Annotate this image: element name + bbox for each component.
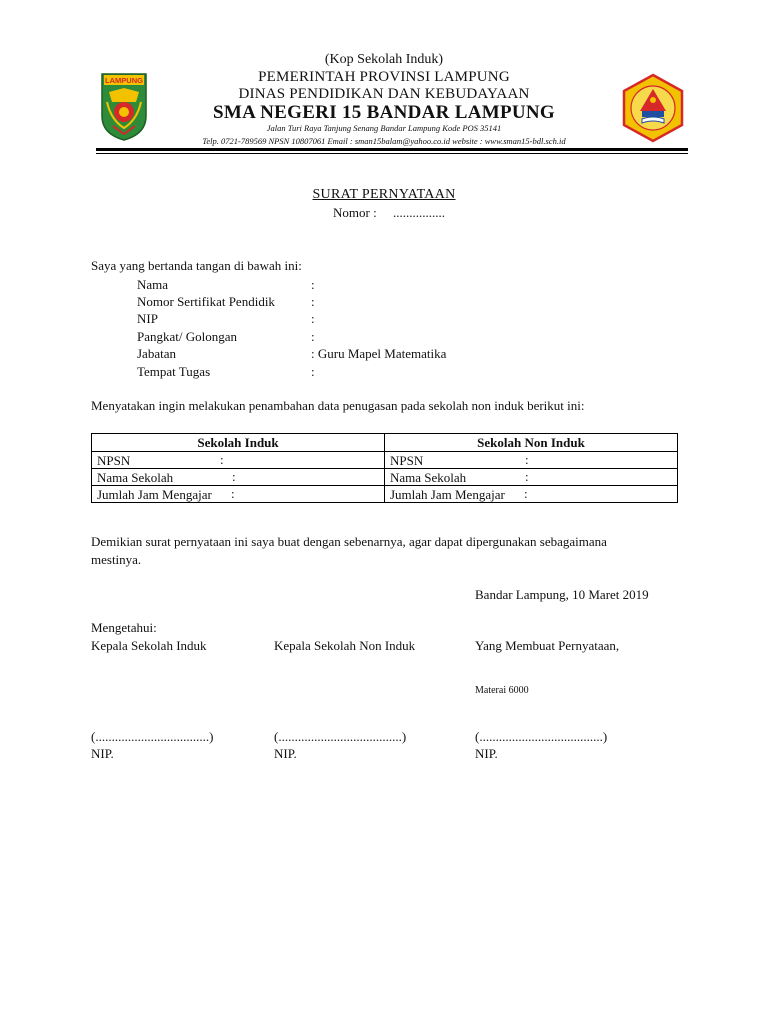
document-number: Nomor : ................ <box>333 205 445 220</box>
letterhead-government: PEMERINTAH PROVINSI LAMPUNG <box>258 69 510 85</box>
row-colon: : <box>525 452 529 467</box>
table-row <box>92 469 678 486</box>
row-colon: : <box>231 486 235 501</box>
svg-text:LAMPUNG: LAMPUNG <box>105 76 143 85</box>
identity-value: : <box>311 294 315 309</box>
table-cell <box>92 469 385 486</box>
row-colon: : <box>232 469 236 484</box>
place-date: Bandar Lampung, 10 Maret 2019 <box>475 587 649 602</box>
row-label: NPSN <box>97 452 131 468</box>
header-sekolah-non-induk: Sekolah Non Induk <box>385 434 678 452</box>
table-row <box>92 452 678 469</box>
row-label: Jumlah Jam Mengajar <box>390 486 505 502</box>
table-cell <box>385 469 678 486</box>
intro-text: Saya yang bertanda tangan di bawah ini: <box>91 258 302 273</box>
row-label: Nama Sekolah <box>390 469 467 485</box>
identity-label: NIP <box>137 311 158 326</box>
mengetahui-label: Mengetahui: <box>91 620 157 635</box>
identity-label: Tempat Tugas <box>137 364 211 379</box>
identity-label: Jabatan <box>137 346 176 361</box>
row-colon: : <box>524 486 528 501</box>
identity-label: Nama <box>137 277 169 292</box>
letterhead-school-name: SMA NEGERI 15 BANDAR LAMPUNG <box>213 102 555 123</box>
row-colon: : <box>525 469 529 484</box>
letterhead-department: DINAS PENDIDIKAN DAN KEBUDAYAAN <box>238 86 530 102</box>
identity-label: Pangkat/ Golongan <box>137 329 238 344</box>
closing-text-line2: mestinya. <box>91 552 142 567</box>
table-cell <box>92 486 385 503</box>
letterhead-address: Jalan Turi Raya Tanjung Senang Bandar Lampung Kode POS 35141 <box>266 123 502 133</box>
header-sekolah-induk: Sekolah Induk <box>92 434 385 452</box>
signature-title-induk: Kepala Sekolah Induk <box>91 638 207 653</box>
closing-text-line1: Demikian surat pernyataan ini saya buat dengan sebenarnya, agar dapat dipergunakan sebagaimana <box>91 534 607 549</box>
table-row <box>92 486 678 503</box>
signature-blank-pembuat: (......................................) <box>475 729 608 744</box>
signature-title-non-induk: Kepala Sekolah Non Induk <box>274 638 416 653</box>
table-cell <box>92 452 385 469</box>
nip-induk: NIP. <box>91 746 114 761</box>
identity-label: Nomor Sertifikat Pendidik <box>137 294 275 309</box>
row-colon: : <box>220 452 224 467</box>
letterhead-divider-thick <box>96 148 688 151</box>
school-table <box>91 433 678 503</box>
materai-label: Materai 6000 <box>475 685 529 696</box>
document-title: SURAT PERNYATAAN <box>312 187 456 202</box>
table-header-row <box>92 434 678 452</box>
identity-value: : <box>311 311 315 326</box>
letterhead-kop-label: (Kop Sekolah Induk) <box>324 52 444 67</box>
identity-value: : <box>311 277 315 292</box>
row-label: NPSN <box>390 452 424 468</box>
signature-blank-induk: (...................................) <box>91 729 214 744</box>
row-label: Jumlah Jam Mengajar <box>97 486 212 502</box>
nip-non-induk: NIP. <box>274 746 297 761</box>
letterhead-divider-thin <box>96 153 688 154</box>
identity-value: : Guru Mapel Matematika <box>311 346 447 361</box>
identity-value: : <box>311 329 315 344</box>
signature-blank-non-induk: (......................................) <box>274 729 407 744</box>
statement-text: Menyatakan ingin melakukan penambahan data penugasan pada sekolah non induk berikut ini: <box>91 398 585 413</box>
row-label: Nama Sekolah <box>97 469 174 485</box>
table-cell <box>385 486 678 503</box>
table-cell <box>385 452 678 469</box>
nip-pembuat: NIP. <box>475 746 498 761</box>
letterhead-contact: Telp. 0721-789569 NPSN 10807061 Email : sman15balam@yahoo.co.id website : www.sman15-bdl.sch.id <box>202 136 566 146</box>
signature-title-pembuat: Yang Membuat Pernyataan, <box>475 638 620 653</box>
identity-value: : <box>311 364 315 379</box>
